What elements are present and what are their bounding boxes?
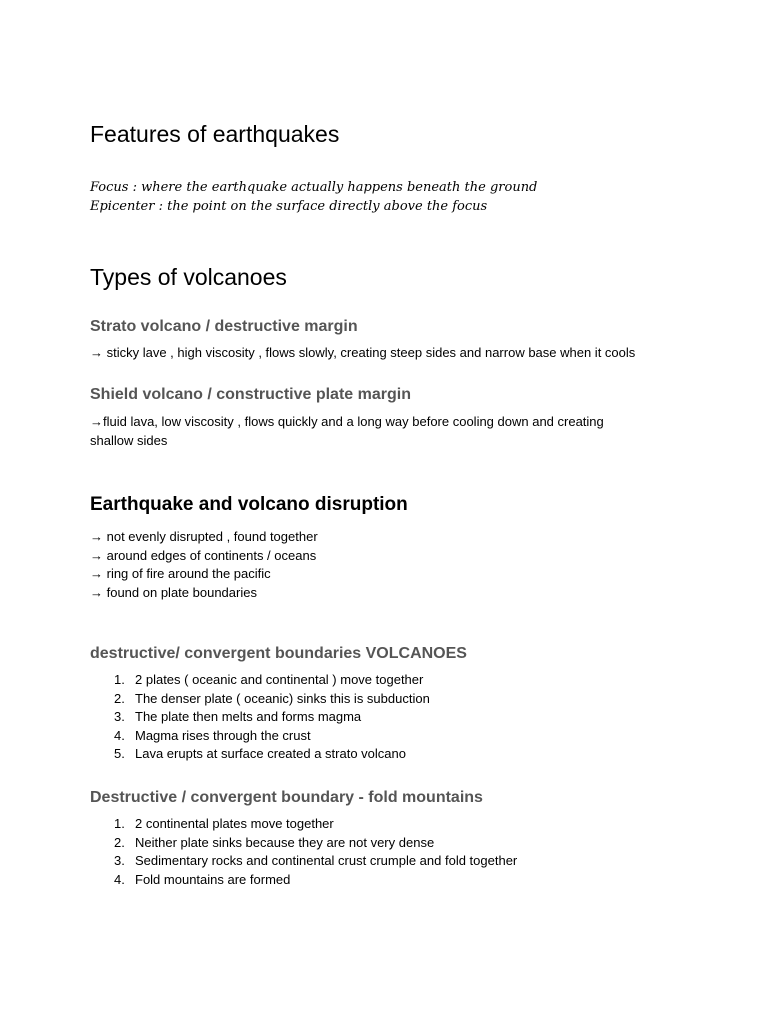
list-item-text: Lava erupts at surface created a strato volcano xyxy=(135,746,406,762)
list-item xyxy=(90,852,517,871)
list-item-text: Neither plate sinks because they are not very dense xyxy=(135,834,435,850)
strato-text: → sticky lave , high viscosity , flows slowly, creating steep sides and narrow base when it cools xyxy=(90,345,636,360)
disruption-title: Earthquake and volcano disruption xyxy=(90,494,408,515)
list-item xyxy=(90,834,517,853)
shield-heading: Shield volcano / constructive plate margin xyxy=(90,386,411,403)
destructive-volcanoes-heading: destructive/ convergent boundaries VOLCANOES xyxy=(90,645,467,662)
list-item-text: The plate then melts and forms magma xyxy=(135,709,362,725)
list-number: 4. xyxy=(114,871,125,887)
list-item: → found on plate boundaries xyxy=(90,584,257,600)
list-item-text: The denser plate ( oceanic) sinks this is subduction xyxy=(135,690,430,706)
list-item xyxy=(90,708,430,727)
list-number: 1. xyxy=(114,672,125,687)
fold-mountains-heading: Destructive / convergent boundary - fold mountains xyxy=(90,789,483,806)
strato-heading: Strato volcano / destructive margin xyxy=(90,318,358,335)
list-item-text: Sedimentary rocks and continental crust crumple and fold together xyxy=(135,853,518,869)
list-item: → not evenly disrupted , found together xyxy=(90,529,318,544)
disruption-points xyxy=(90,528,690,602)
shield-description xyxy=(90,413,690,450)
list-item: → around edges of continents / oceans xyxy=(90,547,317,563)
destructive-volcanoes-steps xyxy=(90,671,430,764)
list-item xyxy=(90,815,517,834)
list-item-text: Magma rises through the crust xyxy=(135,727,311,743)
epicenter-definition: Epicenter : the point on the surface directly above the focus xyxy=(90,199,488,214)
list-number: 5. xyxy=(114,746,125,762)
list-item-text: 2 plates ( oceanic and continental ) move together xyxy=(135,672,424,687)
strato-description xyxy=(90,344,690,363)
list-item xyxy=(90,871,517,890)
list-number: 3. xyxy=(114,853,125,869)
earthquake-definitions xyxy=(90,178,537,216)
volcanoes-title: Types of volcanoes xyxy=(90,264,287,290)
list-number: 2. xyxy=(114,834,125,850)
list-item xyxy=(90,690,430,709)
list-item xyxy=(90,671,430,690)
list-number: 1. xyxy=(114,816,125,831)
shield-text: →fluid lava, low viscosity , flows quickly and a long way before cooling down and creating shallow sides xyxy=(90,414,604,448)
fold-mountains-steps xyxy=(90,815,517,889)
list-item xyxy=(90,745,430,764)
list-number: 4. xyxy=(114,727,125,743)
list-item: → ring of fire around the pacific xyxy=(90,566,271,582)
earthquakes-title: Features of earthquakes xyxy=(90,121,340,147)
list-item-text: Fold mountains are formed xyxy=(135,871,291,887)
list-item xyxy=(90,727,430,746)
list-item-text: 2 continental plates move together xyxy=(135,816,334,831)
list-number: 3. xyxy=(114,709,125,725)
list-number: 2. xyxy=(114,690,125,706)
focus-definition: Focus : where the earthquake actually happens beneath the ground xyxy=(90,180,538,195)
